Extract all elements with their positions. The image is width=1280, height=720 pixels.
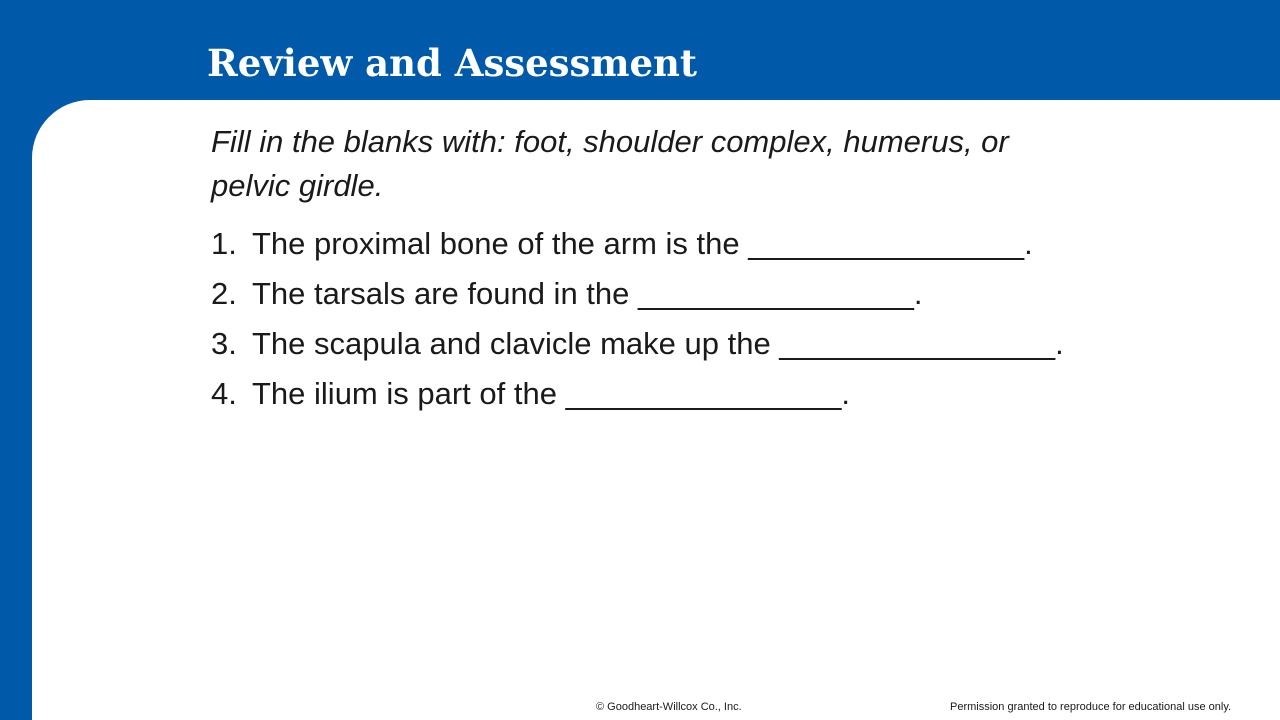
footer-permission: Permission granted to reproduce for educational use only. <box>950 701 1232 713</box>
question-number: 3. <box>211 326 237 361</box>
question-item-3 <box>211 319 1111 369</box>
question-text: The ilium is part of the ________________. <box>252 376 851 411</box>
question-number: 2. <box>211 276 237 311</box>
question-text: The proximal bone of the arm is the ________________. <box>252 226 1033 261</box>
question-text: The tarsals are found in the ________________. <box>252 276 923 311</box>
slide-title: Review and Assessment <box>207 41 697 85</box>
question-list <box>211 219 1111 419</box>
footer-copyright: © Goodheart-Willcox Co., Inc. <box>596 701 742 713</box>
question-text: The scapula and clavicle make up the ________________. <box>252 326 1064 361</box>
question-item-2 <box>211 269 1111 319</box>
instruction-text: Fill in the blanks with: foot, shoulder complex, humerus, or pelvic girdle. <box>211 124 1009 203</box>
question-item-1 <box>211 219 1111 269</box>
question-number: 1. <box>211 226 237 261</box>
question-number: 4. <box>211 376 237 411</box>
question-item-4 <box>211 369 1111 419</box>
